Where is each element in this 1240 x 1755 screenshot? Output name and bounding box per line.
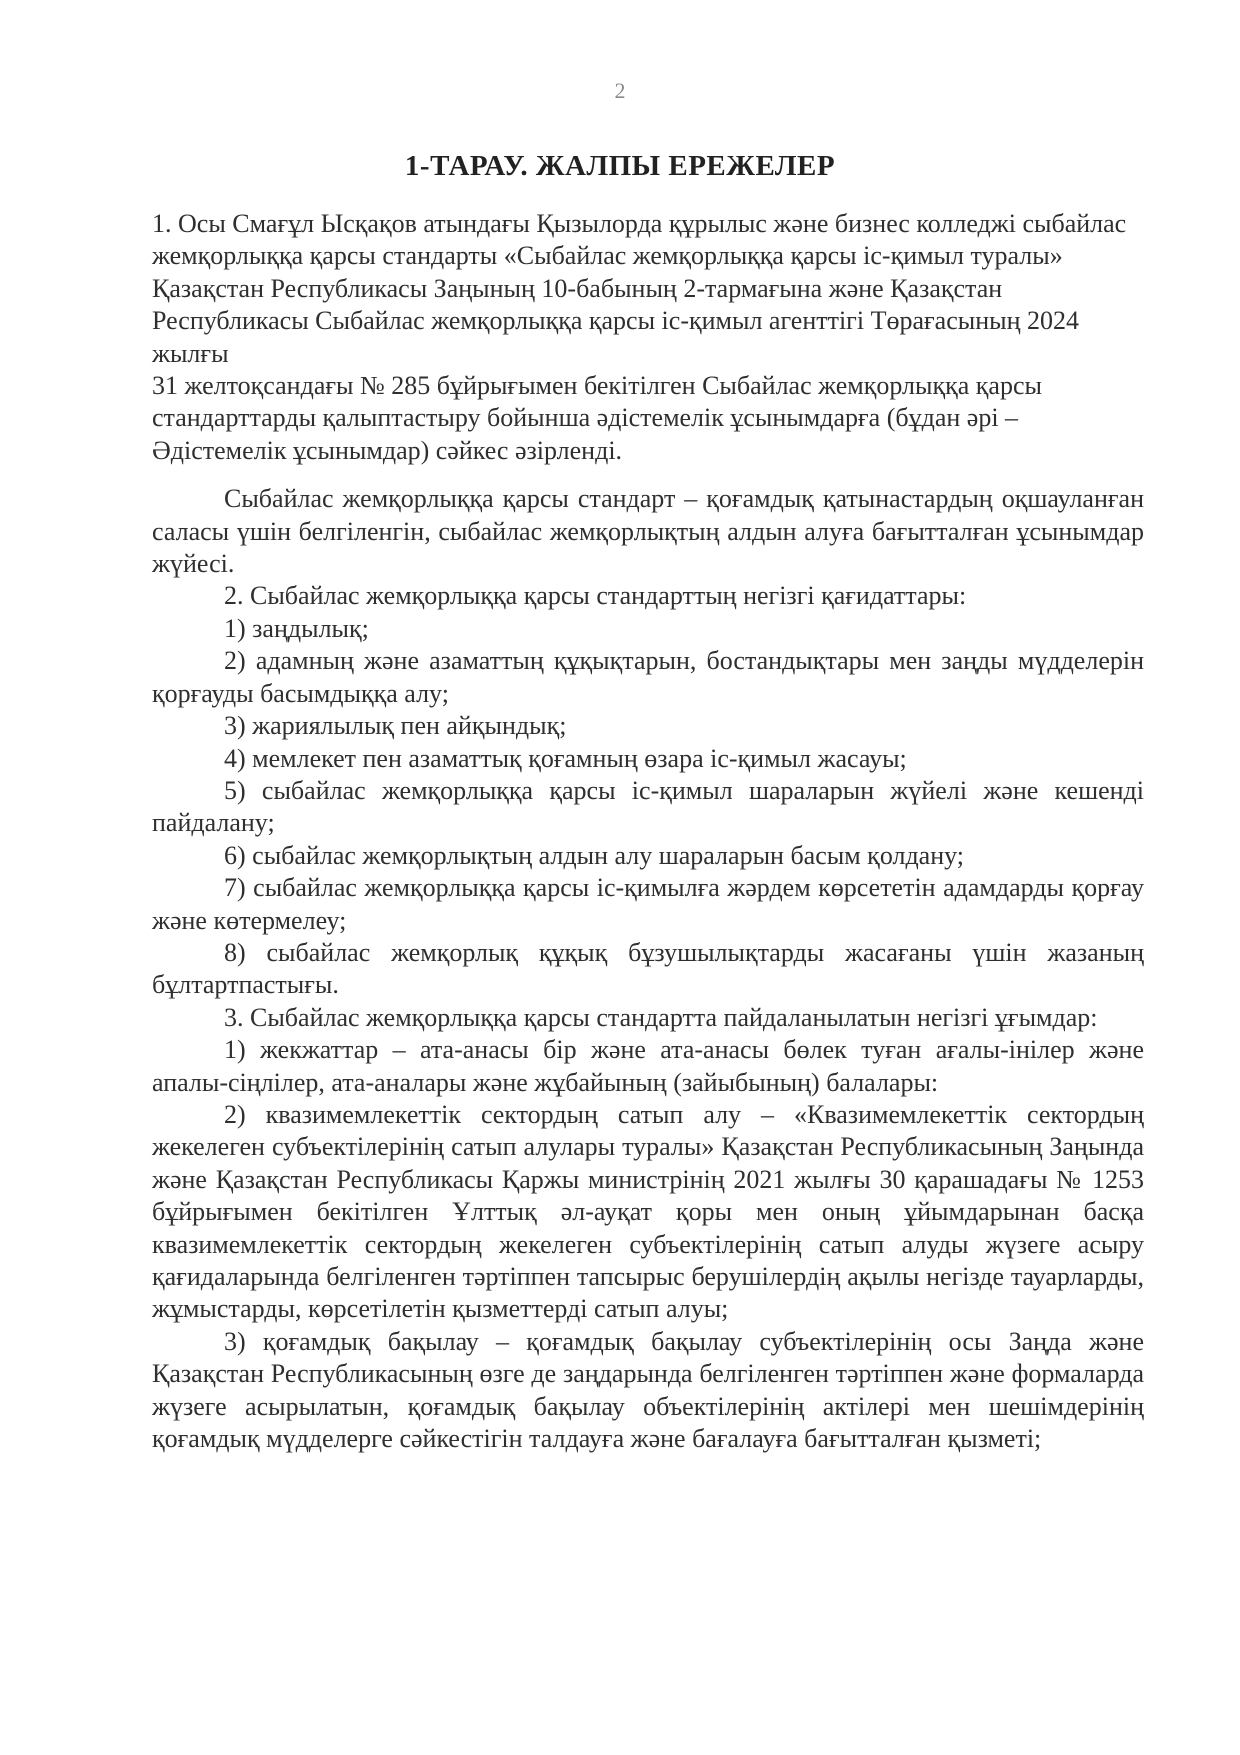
paragraph-gap — [152, 467, 1144, 483]
principle-5: 5) сыбайлас жемқорлыққа қарсы іс-қимыл шараларын жүйелі және кешенді пайдалану; — [152, 775, 1144, 838]
principle-8: 8) сыбайлас жемқорлық құқық бұзушылықтарды жасағаны үшін жазаның бұлтартпастығы. — [152, 937, 1144, 1000]
paragraph-1-part-2: 31 желтоқсандағы № 285 бұйрығымен бекітілген Сыбайлас жемқорлыққа қарсы стандарттарды қалыптастыру бойынша әдістемелік ұсынымдарға (бұдан әрі – Әдістемелік ұсынымдар) сәйкес әзірленді. — [152, 371, 1042, 465]
principle-7: 7) сыбайлас жемқорлыққа қарсы іс-қимылға жәрдем көрсететін адамдарды қорғау және көтермелеу; — [152, 873, 1144, 935]
principle-1: 1) заңдылық; — [224, 613, 369, 643]
term-1: 1) жекжаттар – ата-анасы бір және ата-анасы бөлек туған ағалы-інілер және апалы-сіңлілер, ата-аналары және жұбайының (зайыбының) балалары: — [152, 1035, 1144, 1097]
principle-6: 6) сыбайлас жемқорлықтың алдын алу шараларын басым қолдану; — [224, 840, 965, 870]
principle-4: 4) мемлекет пен азаматтық қоғамның өзара іс-қимыл жасауы; — [224, 743, 907, 773]
paragraph-3-heading: 3. Сыбайлас жемқорлыққа қарсы стандартта пайдаланылатын негізгі ұғымдар: — [224, 1002, 1098, 1032]
page-number: 2 — [614, 78, 626, 103]
paragraph-2-heading: 2. Сыбайлас жемқорлыққа қарсы стандарттың негізгі қағидаттары: — [224, 581, 967, 611]
term-2: 2) квазимемлекеттік сектордың сатып алу – «Квазимемлекеттік сектордың жекелеген субъектілерінің сатып алулары туралы» Қазақстан Республикасының Заңында және Қазақстан Республикасы Қаржы министрінің 2021 жылғы 30 қарашадағы № 1253 бұйрығымен бекітілген Ұлттық әл-ауқат қоры мен оның ұйымдарынан басқа квазимемлекеттік сектордың жекелеген субъектілерінің сатып алуды жүзеге асыру қағидаларында белгіленген тәртіппен тапсырыс берушілердің ақылы негізде тауарларды, жұмыстарды, көрсетілетін қызметтерді сатып алуы; — [152, 1099, 1144, 1324]
chapter-title: 1-ТАРАУ. ЖАЛПЫ ЕРЕЖЕЛЕР — [404, 150, 836, 182]
term-3: 3) қоғамдық бақылау – қоғамдық бақылау субъектілерінің осы Заңда және Қазақстан Республикасының өзге де заңдарында белгіленген тәртіппен және формаларда жүзеге асырылатын, қоғамдық бақылау объектілерінің актілері мен шешімдерінің қоғамдық мүдделерге сәйкестігін талдауға және бағалауға бағытталған қызметі; — [152, 1326, 1144, 1454]
principle-2: 2) адамның және азаматтың құқықтарын, бостандықтары мен заңды мүдделерін қорғауды басымдыққа алу; — [152, 646, 1144, 708]
paragraph-1-part-1: 1. Осы Смағұл Ысқақов атындағы Қызылорда құрылыс және бизнес колледжі сыбайлас жемқорлыққа қарсы стандарты «Сыбайлас жемқорлыққа қарсы іс-қимыл туралы» Қазақстан Республикасы Заңының 10-бабының 2-тармағына және Қазақстан Республикасы Сыбайлас жемқорлыққа қарсы іс-қимыл агенттігі Төрағасының 2024 жылғы — [152, 209, 1127, 368]
paragraph-definition: Сыбайлас жемқорлыққа қарсы стандарт – қоғамдық қатынастардың оқшауланған саласы үшін белгіленгін, сыбайлас жемқорлықтың алдын алуға бағытталған ұсынымдар жүйесі. — [152, 484, 1144, 579]
body-text — [152, 208, 1144, 1455]
principle-3: 3) жариялылық пен айқындық; — [224, 711, 567, 741]
